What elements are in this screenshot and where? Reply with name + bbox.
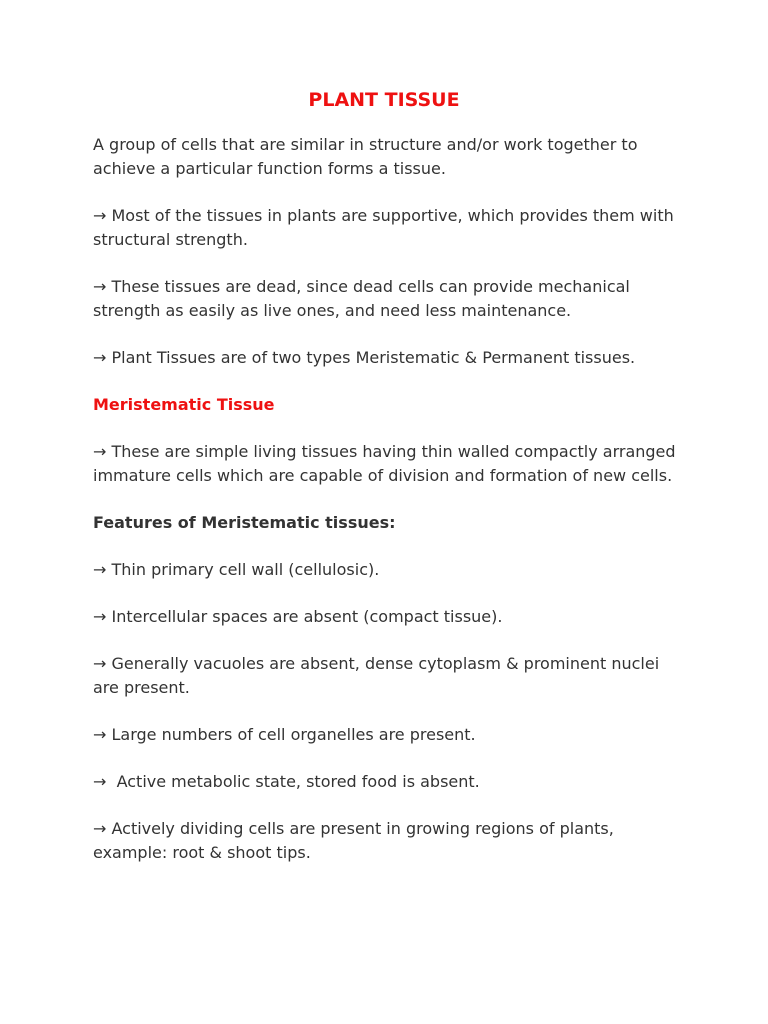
section-intro-paragraph: → These are simple living tissues having thin walled compactly arranged immature cells which are capable of division and formation of new cells.: [93, 442, 676, 485]
feature-item: → Actively dividing cells are present in growing regions of plants, example: root & shoot tips.: [93, 819, 614, 862]
feature-item: → Large numbers of cell organelles are present.: [93, 725, 476, 744]
feature-item: → Thin primary cell wall (cellulosic).: [93, 560, 380, 579]
features-heading: Features of Meristematic tissues:: [93, 513, 396, 532]
feature-item: → Active metabolic state, stored food is absent.: [93, 772, 480, 791]
intro-paragraph: A group of cells that are similar in structure and/or work together to achieve a particular function forms a tissue.: [93, 135, 638, 178]
point-paragraph: → Most of the tissues in plants are supportive, which provides them with structural strength.: [93, 206, 674, 249]
section-heading: Meristematic Tissue: [93, 395, 275, 414]
point-paragraph: → These tissues are dead, since dead cells can provide mechanical strength as easily as live ones, and need less maintenance.: [93, 277, 630, 320]
document-page: [93, 86, 683, 888]
point-paragraph: → Plant Tissues are of two types Meristematic & Permanent tissues.: [93, 348, 636, 367]
feature-item: → Intercellular spaces are absent (compact tissue).: [93, 607, 503, 626]
feature-item: → Generally vacuoles are absent, dense cytoplasm & prominent nuclei are present.: [93, 654, 660, 697]
page-title: PLANT TISSUE: [308, 89, 460, 111]
